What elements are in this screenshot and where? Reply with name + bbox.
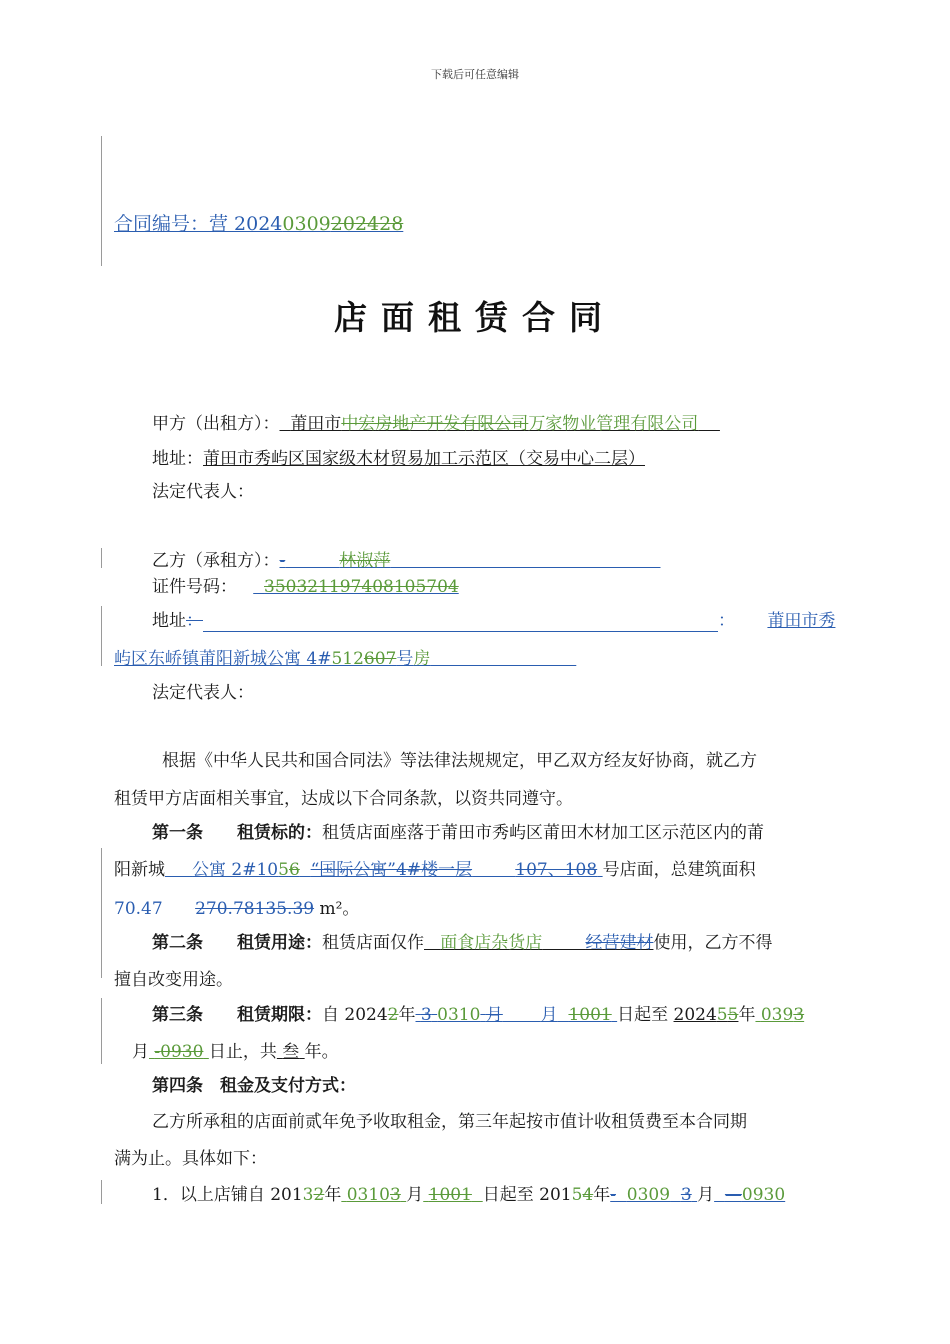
revision-bar: [101, 136, 102, 266]
contract-number-new: 0309: [282, 213, 331, 235]
revision-bar: [101, 848, 102, 978]
article-4-item-1: 1．以上店铺自 20132年 03103 月 1001 日起至 20154年- 0309 3 月 —0930: [152, 1185, 786, 1205]
party-a-address-value: 莆田市秀屿区国家级木材贸易加工示范区（交易中心二层）: [203, 449, 645, 469]
contract-number-old: 202428: [330, 213, 404, 235]
party-b-address-part1: 莆田市秀: [767, 611, 836, 631]
party-b-name: 林淑萍: [339, 551, 391, 571]
party-a-city: 莆田市: [290, 414, 342, 434]
intro-line-2: 租赁甲方店面相关事宜，达成以下合同条款，以资共同遵守。: [114, 789, 573, 809]
party-a-name-old: 中宏房地产开发有限公司: [341, 414, 529, 434]
party-b-line: 乙方（承租方）：- 林淑萍: [152, 551, 391, 571]
party-b-id: 证件号码： 350321197408105704: [152, 577, 459, 597]
party-b-address: 地址： ： 莆田市秀: [152, 611, 836, 631]
revision-bar: [101, 998, 102, 1064]
party-a-address: 地址：莆田市秀屿区国家级木材贸易加工示范区（交易中心二层）: [152, 449, 645, 469]
party-a-line: 甲方（出租方）： 莆田市中宏房地产开发有限公司万家物业管理有限公司: [152, 414, 699, 434]
revision-bar: [101, 548, 102, 568]
header-note: 下载后可任意编辑: [431, 68, 519, 81]
article-1-line-1: 第一条 租赁标的：租赁店面座落于莆田市秀屿区莆田木材加工区示范区内的莆: [152, 823, 764, 843]
article-2-line-2: 擅自改变用途。: [114, 970, 233, 990]
article-2-line-1: 第二条 租赁用途：租赁店面仅作 面食店杂货店 经营建材使用，乙方不得: [152, 933, 773, 953]
intro-line-1: 根据《中华人民共和国合同法》等法律法规规定，甲乙双方经友好协商，就乙方: [162, 751, 757, 771]
party-a-rep: 法定代表人：: [152, 482, 254, 502]
party-b-address-cont: 屿区东峤镇莆阳新城公寓 4#512607号房: [114, 649, 431, 669]
revision-bar: [101, 1180, 102, 1204]
revision-bar: [101, 606, 102, 666]
article-3-line-2: 月 -0930 日止，共 叁 年。: [132, 1042, 339, 1062]
article-4-heading: 第四条 租金及支付方式：: [152, 1076, 356, 1096]
article-1-line-2: 阳新城 公寓 2#1056 “国际公寓”4#楼一层 107、108 号店面，总建筑面积: [114, 860, 756, 880]
party-b-rep: 法定代表人：: [152, 683, 254, 703]
article-4-para-1: 乙方所承租的店面前贰年免予收取租金，第三年起按市值计收租赁费至本合同期: [152, 1112, 747, 1132]
contract-number: 合同编号：营 20240309202428: [114, 213, 404, 235]
party-a-name-new: 万家物业管理有限公司: [528, 414, 699, 434]
article-4-para-2: 满为止。具体如下：: [114, 1149, 267, 1169]
party-b-id-number: 350321197408105704: [264, 577, 459, 597]
article-3-line-1: 第三条 租赁期限：自 20242年 3 0310 月 月 1001 日起至 202455年 0393: [152, 1005, 805, 1025]
document-title: 店面租赁合同: [334, 298, 616, 337]
article-1-line-3: 70.47 270.78135.39 m²。: [114, 899, 360, 919]
